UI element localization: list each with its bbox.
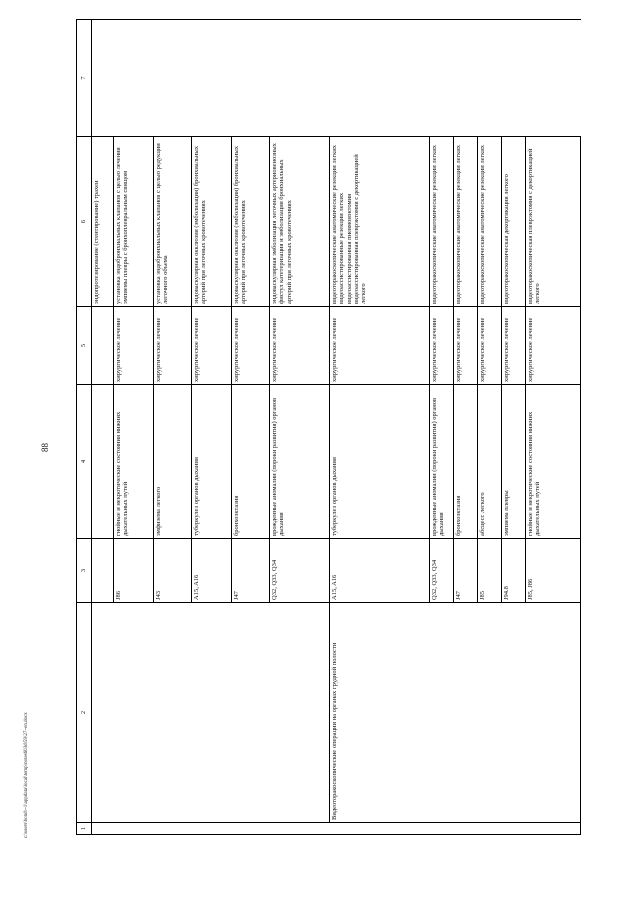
table-cell: установка эндобронхиальных клапанов с целью лечения эмпиемы плевры с бронхоплевральным свищом — [114, 137, 154, 307]
table-cell: J94.8 — [502, 539, 526, 603]
empty-cell — [92, 20, 581, 137]
table-cell: эмпиема плевры — [502, 385, 526, 539]
header-cell: 7 — [77, 20, 92, 137]
table-cell: хирургическое лечение — [114, 307, 154, 385]
table-cell: эндоваскулярная эмболизация легочных артериовенозных фистул катетеризация и эмболизация бронхиальных артерий при легочных кровотечениях — [270, 137, 330, 307]
table-row — [330, 20, 430, 835]
header-cell: 2 — [77, 603, 92, 823]
table-cell: видеоторакоскопические анатомические резекции легких видеоассистированные резекции легких видеоассистированная пневмонэктомия видеоассистированная плеврэктомия с декортикацией легкого — [330, 137, 430, 307]
table-cell: туберкулез органов дыхания — [192, 385, 232, 539]
table-cell: гнойные и некротические состояния нижних дыхательных путей — [114, 385, 154, 539]
table-row — [92, 20, 114, 835]
table-cell: видеоторакоскопическая декортикация легкого — [502, 137, 526, 307]
table-cell: хирургическое лечение — [430, 307, 454, 385]
empty-cell — [92, 603, 330, 823]
header-cell: 3 — [77, 539, 92, 603]
table-cell: J47 — [454, 539, 478, 603]
table-cell: бронхоэктазия — [454, 385, 478, 539]
table-cell: хирургическое лечение — [270, 307, 330, 385]
header-cell: 5 — [77, 307, 92, 385]
table-cell: хирургическое лечение — [502, 307, 526, 385]
table-cell: хирургическое лечение — [526, 307, 581, 385]
table-cell: J43 — [154, 539, 192, 603]
table-cell: абсцесс легкого — [478, 385, 502, 539]
table-cell: эндопротезирование (стентирование) трахеи — [92, 137, 114, 307]
table-cell: видеоторакоскопические анатомические резекции легких — [454, 137, 478, 307]
header-cell: 1 — [77, 823, 92, 835]
table-cell: врожденные аномалии (пороки развития) органов дыхания — [270, 385, 330, 539]
table-cell: J85, J86 — [526, 539, 581, 603]
table-cell: видеоторакоскопические анатомические резекции легких — [478, 137, 502, 307]
table-cell: видеоторакоскопическая плеврэктомия с декортикацией легкого — [526, 137, 581, 307]
rotated-table-sheet — [76, 20, 581, 835]
table-cell: эндоваскулярная окклюзия (эмболизация) бронхиальных артерий при легочных кровотечениях — [192, 137, 232, 307]
table-cell: Q32, Q33, Q34 — [430, 539, 454, 603]
table-cell: хирургическое лечение — [232, 307, 270, 385]
page-number: 88 — [40, 443, 50, 452]
table-cell: Q32, Q33, Q34 — [270, 539, 330, 603]
table-cell: хирургическое лечение — [454, 307, 478, 385]
table-cell: хирургическое лечение — [478, 307, 502, 385]
table-cell: хирургическое лечение — [154, 307, 192, 385]
table-cell: A15, A16 — [192, 539, 232, 603]
empty-cell — [92, 823, 330, 835]
table-cell: туберкулез органов дыхания — [330, 385, 430, 539]
table-cell: J86 — [114, 539, 154, 603]
header-row — [77, 20, 92, 835]
empty-cell — [330, 823, 581, 835]
header-cell: 4 — [77, 385, 92, 539]
table-cell: бронхоэктазия — [232, 385, 270, 539]
table-cell: эндоваскулярная окклюзия (эмболизация) бронхиальных артерий при легочных кровотечениях — [232, 137, 270, 307]
table-cell: эмфизема легкого — [154, 385, 192, 539]
table-cell: J47 — [232, 539, 270, 603]
footer-file-path: c:\users\bond\~1\appdata\local\temp\notes603d\59\27~en.docx — [24, 712, 29, 838]
table-cell: гнойные и некротические состояния нижних дыхательных путей — [526, 385, 581, 539]
header-cell: 6 — [77, 137, 92, 307]
procedures-table — [76, 19, 581, 835]
table-cell: A15, A16 — [330, 539, 430, 603]
table-cell: врожденные аномалии (пороки развития) органов дыхания — [430, 385, 454, 539]
table-cell: установка эндобронхиальных клапанов с целью редукции легочного объема — [154, 137, 192, 307]
table-cell — [92, 539, 114, 603]
table-cell: видеоторакоскопические анатомические резекции легких — [430, 137, 454, 307]
table-cell: хирургическое лечение — [192, 307, 232, 385]
table-cell: хирургическое лечение — [330, 307, 430, 385]
table-cell — [92, 385, 114, 539]
table-cell — [92, 307, 114, 385]
section-title: Видеоторакоскопические операции на органах грудной полости — [330, 603, 581, 823]
table-cell: J85 — [478, 539, 502, 603]
